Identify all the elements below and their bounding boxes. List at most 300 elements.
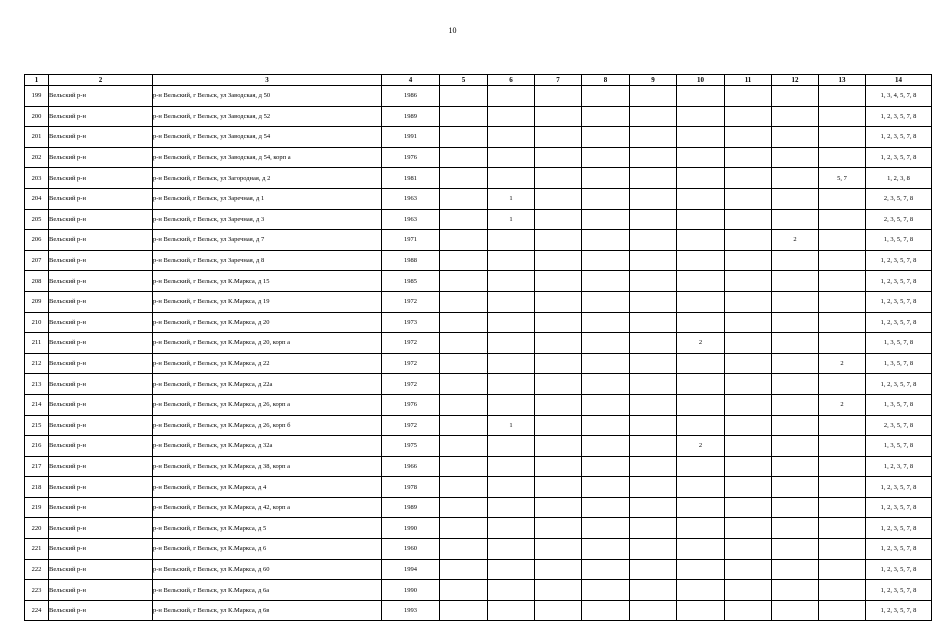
column-6-cell [488,539,535,560]
column-11-cell [725,539,772,560]
column-8-cell [582,106,630,127]
column-7-cell [535,188,582,209]
column-10-cell [677,312,725,333]
column-11-cell [725,127,772,148]
column-7-cell [535,477,582,498]
column-12-cell [772,127,819,148]
address-cell: р-н Вельский, г Вельск, ул К.Маркса, д 6 [153,539,382,560]
district-cell: Вельский р-н [49,374,153,395]
column-header-8: 8 [582,75,630,86]
column-13-cell [819,127,866,148]
column-13-cell [819,333,866,354]
table-row [25,86,932,107]
column-11-cell [725,168,772,189]
column-7-cell [535,456,582,477]
row-number-cell: 217 [25,456,49,477]
column-7-cell [535,86,582,107]
column-6-cell [488,580,535,601]
column-12-cell [772,312,819,333]
column-13-cell [819,497,866,518]
column-8-cell [582,188,630,209]
table-row [25,230,932,251]
column-9-cell [630,353,677,374]
column-10-cell [677,394,725,415]
column-10-cell [677,209,725,230]
district-cell: Вельский р-н [49,86,153,107]
column-8-cell [582,580,630,601]
column-6-cell [488,312,535,333]
district-cell: Вельский р-н [49,477,153,498]
district-cell: Вельский р-н [49,497,153,518]
row-number-cell: 208 [25,271,49,292]
column-12-cell [772,333,819,354]
codes-cell: 1, 2, 3, 5, 7, 8 [866,477,932,498]
column-header-7: 7 [535,75,582,86]
codes-cell: 1, 3, 5, 7, 8 [866,394,932,415]
column-12-cell [772,477,819,498]
column-11-cell [725,436,772,457]
row-number-cell: 202 [25,147,49,168]
column-5-cell [440,477,488,498]
table-row [25,147,932,168]
codes-cell: 1, 2, 3, 5, 7, 8 [866,600,932,621]
address-cell: р-н Вельский, г Вельск, ул К.Маркса, д 6в [153,600,382,621]
column-12-cell [772,415,819,436]
register-table [24,74,932,621]
column-13-cell: 2 [819,353,866,374]
table-row [25,436,932,457]
column-6-cell [488,106,535,127]
address-cell: р-н Вельский, г Вельск, ул К.Маркса, д 60 [153,559,382,580]
column-13-cell [819,291,866,312]
district-cell: Вельский р-н [49,394,153,415]
column-11-cell [725,230,772,251]
column-9-cell [630,415,677,436]
column-6-cell [488,147,535,168]
column-12-cell [772,291,819,312]
address-cell: р-н Вельский, г Вельск, ул Заводская, д 50 [153,86,382,107]
year-cell: 1963 [382,188,440,209]
column-9-cell [630,250,677,271]
row-number-cell: 218 [25,477,49,498]
address-cell: р-н Вельский, г Вельск, ул К.Маркса, д 20, корп а [153,333,382,354]
table-row [25,497,932,518]
column-11-cell [725,333,772,354]
row-number-cell: 222 [25,559,49,580]
column-8-cell [582,394,630,415]
address-cell: р-н Вельский, г Вельск, ул Заводская, д 54 [153,127,382,148]
column-11-cell [725,271,772,292]
column-5-cell [440,374,488,395]
column-9-cell [630,230,677,251]
column-12-cell [772,250,819,271]
address-cell: р-н Вельский, г Вельск, ул К.Маркса, д 20 [153,312,382,333]
codes-cell: 2, 3, 5, 7, 8 [866,415,932,436]
column-11-cell [725,250,772,271]
column-13-cell [819,147,866,168]
column-9-cell [630,394,677,415]
column-9-cell [630,271,677,292]
row-number-cell: 199 [25,86,49,107]
column-8-cell [582,353,630,374]
column-7-cell [535,230,582,251]
codes-cell: 1, 2, 3, 8 [866,168,932,189]
table-row [25,559,932,580]
row-number-cell: 220 [25,518,49,539]
column-9-cell [630,559,677,580]
table-row [25,250,932,271]
district-cell: Вельский р-н [49,250,153,271]
table-row [25,539,932,560]
column-6-cell [488,127,535,148]
codes-cell: 1, 2, 3, 5, 7, 8 [866,250,932,271]
column-6-cell [488,518,535,539]
column-header-10: 10 [677,75,725,86]
codes-cell: 1, 2, 3, 5, 7, 8 [866,291,932,312]
codes-cell: 2, 3, 5, 7, 8 [866,209,932,230]
row-number-cell: 207 [25,250,49,271]
column-13-cell [819,106,866,127]
column-9-cell [630,147,677,168]
column-header-5: 5 [440,75,488,86]
address-cell: р-н Вельский, г Вельск, ул Загородная, д 2 [153,168,382,189]
codes-cell: 1, 2, 3, 5, 7, 8 [866,374,932,395]
column-11-cell [725,415,772,436]
row-number-cell: 215 [25,415,49,436]
column-8-cell [582,168,630,189]
column-9-cell [630,539,677,560]
column-11-cell [725,86,772,107]
column-5-cell [440,436,488,457]
column-8-cell [582,497,630,518]
column-6-cell [488,456,535,477]
column-10-cell [677,271,725,292]
district-cell: Вельский р-н [49,127,153,148]
column-9-cell [630,291,677,312]
district-cell: Вельский р-н [49,312,153,333]
column-6-cell [488,291,535,312]
column-7-cell [535,415,582,436]
page-number: 10 [448,26,457,35]
column-8-cell [582,86,630,107]
column-13-cell [819,230,866,251]
column-header-6: 6 [488,75,535,86]
column-7-cell [535,209,582,230]
district-cell: Вельский р-н [49,518,153,539]
column-8-cell [582,559,630,580]
column-6-cell [488,353,535,374]
year-cell: 1973 [382,312,440,333]
year-cell: 1989 [382,106,440,127]
column-11-cell [725,291,772,312]
district-cell: Вельский р-н [49,209,153,230]
row-number-cell: 209 [25,291,49,312]
column-9-cell [630,477,677,498]
column-12-cell [772,353,819,374]
column-11-cell [725,374,772,395]
column-13-cell [819,477,866,498]
column-5-cell [440,559,488,580]
year-cell: 1972 [382,374,440,395]
codes-cell: 1, 3, 5, 7, 8 [866,353,932,374]
year-cell: 1990 [382,518,440,539]
table-row [25,415,932,436]
column-10-cell [677,559,725,580]
column-13-cell [819,86,866,107]
table-body [25,86,932,621]
column-10-cell [677,477,725,498]
column-13-cell [819,188,866,209]
column-13-cell: 5, 7 [819,168,866,189]
column-5-cell [440,333,488,354]
column-12-cell [772,188,819,209]
district-cell: Вельский р-н [49,580,153,601]
column-13-cell [819,312,866,333]
column-11-cell [725,394,772,415]
column-12-cell [772,436,819,457]
column-12-cell [772,394,819,415]
column-9-cell [630,106,677,127]
district-cell: Вельский р-н [49,168,153,189]
table-row [25,127,932,148]
codes-cell: 1, 3, 5, 7, 8 [866,230,932,251]
column-7-cell [535,580,582,601]
row-number-cell: 221 [25,539,49,560]
column-6-cell [488,394,535,415]
column-9-cell [630,497,677,518]
column-12-cell [772,456,819,477]
row-number-cell: 214 [25,394,49,415]
column-11-cell [725,497,772,518]
year-cell: 1971 [382,230,440,251]
column-13-cell: 2 [819,394,866,415]
column-header-2: 2 [49,75,153,86]
column-6-cell [488,333,535,354]
column-8-cell [582,333,630,354]
year-cell: 1988 [382,250,440,271]
year-cell: 1978 [382,477,440,498]
row-number-cell: 224 [25,600,49,621]
column-10-cell [677,518,725,539]
codes-cell: 1, 2, 3, 5, 7, 8 [866,518,932,539]
column-13-cell [819,209,866,230]
column-7-cell [535,559,582,580]
codes-cell: 1, 2, 3, 7, 8 [866,456,932,477]
codes-cell: 1, 3, 5, 7, 8 [866,333,932,354]
column-7-cell [535,106,582,127]
column-6-cell: 1 [488,188,535,209]
column-6-cell [488,86,535,107]
column-9-cell [630,456,677,477]
address-cell: р-н Вельский, г Вельск, ул Заводская, д 52 [153,106,382,127]
column-11-cell [725,106,772,127]
column-5-cell [440,209,488,230]
column-header-12: 12 [772,75,819,86]
row-number-cell: 203 [25,168,49,189]
column-9-cell [630,374,677,395]
column-11-cell [725,209,772,230]
column-5-cell [440,147,488,168]
column-10-cell: 2 [677,436,725,457]
year-cell: 1972 [382,415,440,436]
column-5-cell [440,127,488,148]
column-8-cell [582,456,630,477]
district-cell: Вельский р-н [49,230,153,251]
column-5-cell [440,86,488,107]
column-9-cell [630,580,677,601]
table-row [25,518,932,539]
column-13-cell [819,580,866,601]
column-7-cell [535,312,582,333]
column-7-cell [535,147,582,168]
row-number-cell: 223 [25,580,49,601]
column-7-cell [535,497,582,518]
district-cell: Вельский р-н [49,333,153,354]
address-cell: р-н Вельский, г Вельск, ул Заречная, д 1 [153,188,382,209]
table-row [25,209,932,230]
column-5-cell [440,188,488,209]
column-9-cell [630,168,677,189]
row-number-cell: 206 [25,230,49,251]
year-cell: 1994 [382,559,440,580]
column-11-cell [725,353,772,374]
column-9-cell [630,209,677,230]
codes-cell: 1, 2, 3, 5, 7, 8 [866,312,932,333]
column-8-cell [582,127,630,148]
year-cell: 1989 [382,497,440,518]
column-13-cell [819,415,866,436]
column-12-cell [772,168,819,189]
column-10-cell [677,147,725,168]
address-cell: р-н Вельский, г Вельск, ул Заречная, д 8 [153,250,382,271]
district-cell: Вельский р-н [49,456,153,477]
column-header-1: 1 [25,75,49,86]
address-cell: р-н Вельский, г Вельск, ул К.Маркса, д 6а [153,580,382,601]
column-6-cell [488,250,535,271]
address-cell: р-н Вельский, г Вельск, ул К.Маркса, д 32а [153,436,382,457]
column-8-cell [582,600,630,621]
column-header-11: 11 [725,75,772,86]
year-cell: 1972 [382,291,440,312]
district-cell: Вельский р-н [49,291,153,312]
column-9-cell [630,127,677,148]
column-11-cell [725,518,772,539]
column-12-cell [772,271,819,292]
column-7-cell [535,600,582,621]
district-cell: Вельский р-н [49,106,153,127]
year-cell: 1966 [382,456,440,477]
column-12-cell [772,539,819,560]
column-10-cell [677,600,725,621]
column-12-cell [772,86,819,107]
column-9-cell [630,600,677,621]
column-12-cell [772,518,819,539]
column-7-cell [535,250,582,271]
column-12-cell [772,374,819,395]
column-header-4: 4 [382,75,440,86]
column-8-cell [582,436,630,457]
column-5-cell [440,518,488,539]
column-8-cell [582,415,630,436]
column-5-cell [440,580,488,601]
column-13-cell [819,518,866,539]
column-8-cell [582,230,630,251]
column-9-cell [630,86,677,107]
column-7-cell [535,353,582,374]
address-cell: р-н Вельский, г Вельск, ул К.Маркса, д 22 [153,353,382,374]
column-7-cell [535,518,582,539]
table-row [25,456,932,477]
column-5-cell [440,271,488,292]
year-cell: 1990 [382,580,440,601]
column-5-cell [440,312,488,333]
column-12-cell: 2 [772,230,819,251]
column-9-cell [630,312,677,333]
column-7-cell [535,291,582,312]
address-cell: р-н Вельский, г Вельск, ул Заводская, д 54, корп а [153,147,382,168]
column-8-cell [582,250,630,271]
column-6-cell [488,271,535,292]
table-header [25,75,932,86]
district-cell: Вельский р-н [49,600,153,621]
row-number-cell: 213 [25,374,49,395]
column-10-cell [677,539,725,560]
codes-cell: 1, 3, 4, 5, 7, 8 [866,86,932,107]
column-header-3: 3 [153,75,382,86]
column-5-cell [440,168,488,189]
year-cell: 1981 [382,168,440,189]
column-10-cell [677,497,725,518]
column-13-cell [819,559,866,580]
table-row [25,188,932,209]
column-12-cell [772,580,819,601]
column-6-cell [488,374,535,395]
district-cell: Вельский р-н [49,559,153,580]
column-7-cell [535,168,582,189]
header-row [25,75,932,86]
year-cell: 1972 [382,353,440,374]
row-number-cell: 219 [25,497,49,518]
column-10-cell [677,580,725,601]
column-10-cell [677,106,725,127]
column-6-cell [488,559,535,580]
address-cell: р-н Вельский, г Вельск, ул К.Маркса, д 19 [153,291,382,312]
column-12-cell [772,559,819,580]
column-8-cell [582,271,630,292]
codes-cell: 1, 2, 3, 5, 7, 8 [866,106,932,127]
table-row [25,291,932,312]
column-7-cell [535,539,582,560]
column-12-cell [772,497,819,518]
column-7-cell [535,333,582,354]
column-12-cell [772,147,819,168]
table-row [25,600,932,621]
column-header-14: 14 [866,75,932,86]
address-cell: р-н Вельский, г Вельск, ул К.Маркса, д 5 [153,518,382,539]
column-8-cell [582,209,630,230]
column-10-cell [677,374,725,395]
address-cell: р-н Вельский, г Вельск, ул К.Маркса, д 4 [153,477,382,498]
codes-cell: 1, 2, 3, 5, 7, 8 [866,539,932,560]
year-cell: 1975 [382,436,440,457]
column-8-cell [582,147,630,168]
row-number-cell: 200 [25,106,49,127]
column-7-cell [535,127,582,148]
column-6-cell [488,168,535,189]
column-11-cell [725,580,772,601]
codes-cell: 2, 3, 5, 7, 8 [866,188,932,209]
column-6-cell [488,436,535,457]
